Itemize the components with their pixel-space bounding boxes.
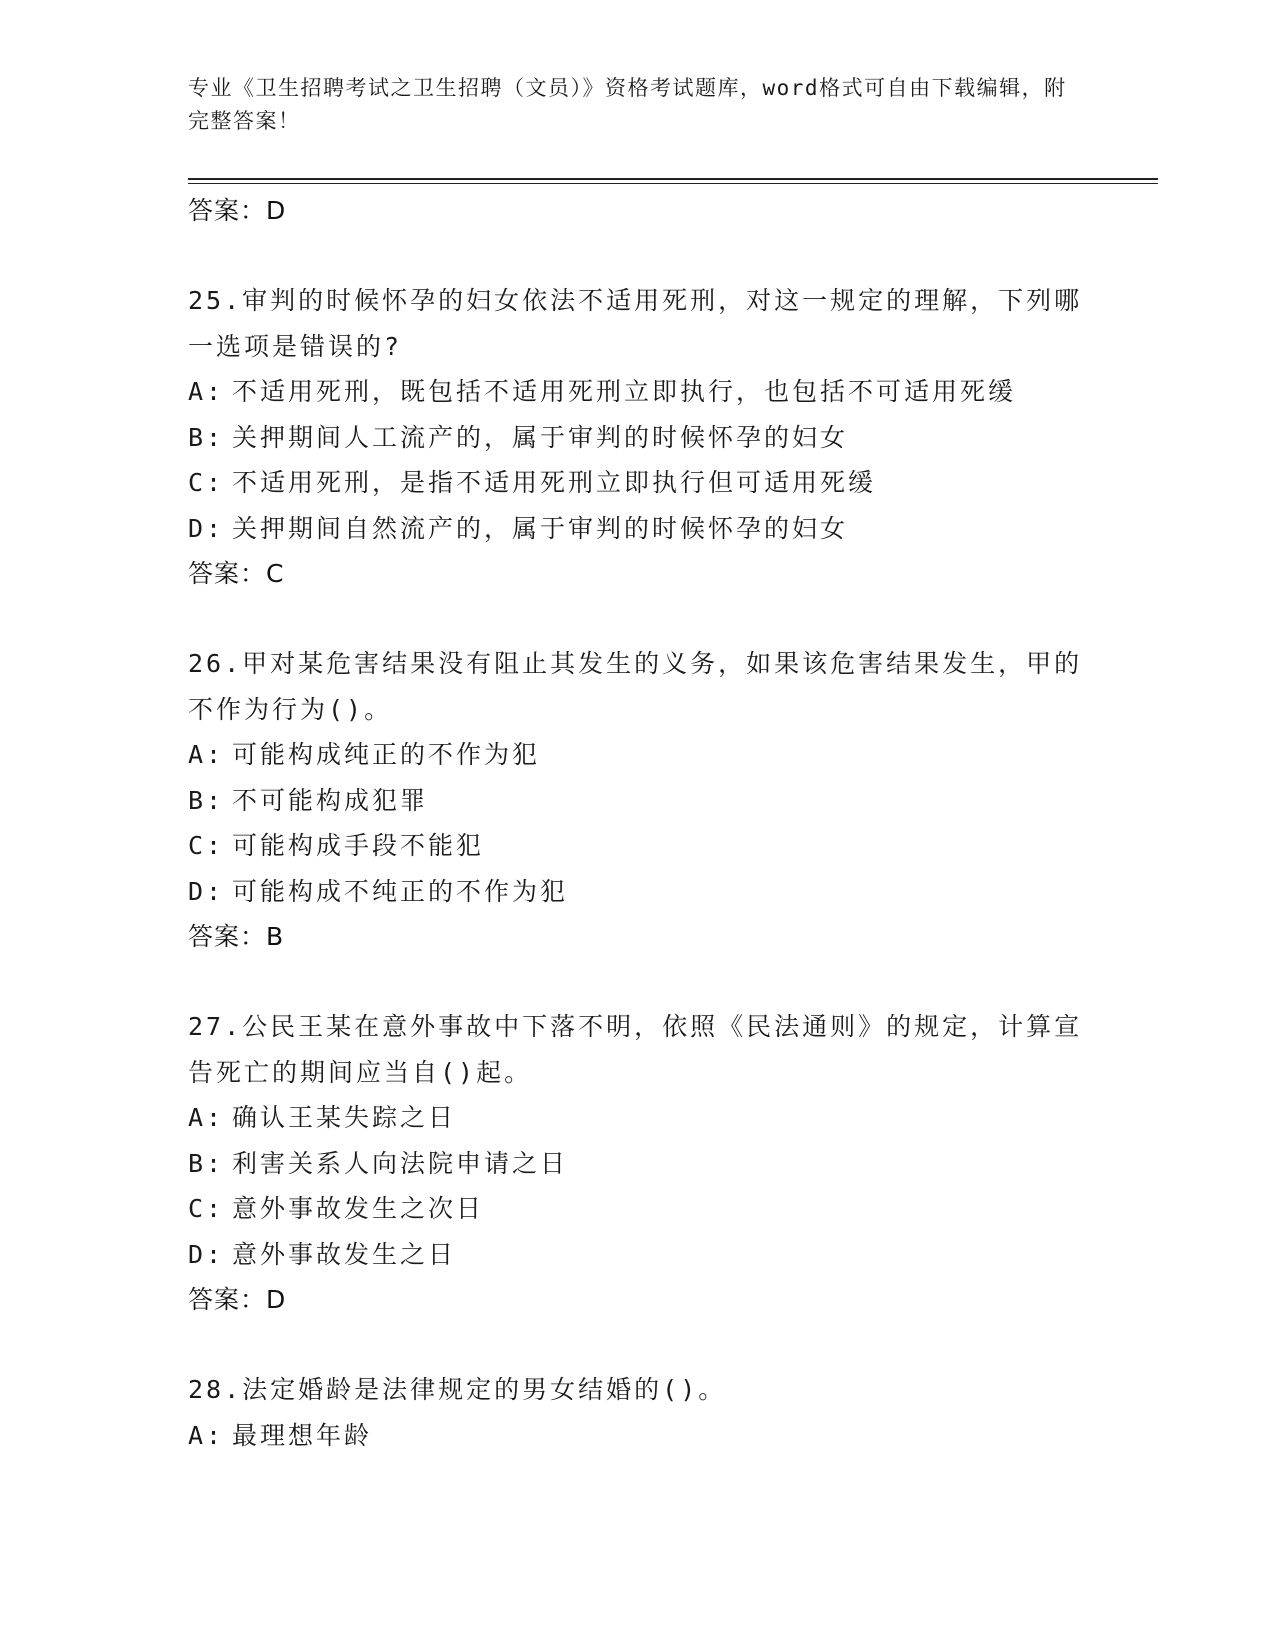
option-letter: D: xyxy=(188,876,225,906)
question-stem: 26.甲对某危害结果没有阻止其发生的义务，如果该危害结果发生，甲的不作为行为()。 xyxy=(188,649,1083,724)
option-c xyxy=(188,1186,1088,1232)
option-b xyxy=(188,1141,1088,1187)
option-a xyxy=(188,369,1088,415)
option-text: 意外事故发生之次日 xyxy=(232,1194,485,1223)
option-letter: A: xyxy=(188,1103,225,1132)
option-letter: A: xyxy=(188,1420,225,1450)
question-26 xyxy=(188,641,1088,914)
option-letter: B: xyxy=(188,1148,225,1178)
option-a xyxy=(188,732,1088,778)
option-text: 关押期间自然流产的，属于审判的时候怀孕的妇女 xyxy=(232,513,849,543)
option-letter: C: xyxy=(188,1194,225,1223)
option-text: 可能构成纯正的不作为犯 xyxy=(232,740,541,769)
option-text: 不适用死刑，既包括不适用死刑立即执行，也包括不可适用死缓 xyxy=(232,377,1017,406)
option-b xyxy=(188,778,1088,824)
option-c xyxy=(188,823,1088,869)
question-25 xyxy=(188,278,1088,551)
option-letter: A: xyxy=(188,377,225,406)
option-text: 可能构成手段不能犯 xyxy=(232,831,485,860)
answer-line: 答案：C xyxy=(188,559,285,588)
option-d xyxy=(188,506,1088,552)
block-gap xyxy=(188,233,1088,278)
option-c xyxy=(188,460,1088,506)
option-a xyxy=(188,1095,1088,1141)
option-letter: A: xyxy=(188,740,225,769)
option-d xyxy=(188,869,1088,915)
option-letter: C: xyxy=(188,468,225,497)
option-text: 确认王某失踪之日 xyxy=(232,1103,457,1132)
option-b xyxy=(188,415,1088,461)
option-text: 可能构成不纯正的不作为犯 xyxy=(232,876,569,906)
block-gap xyxy=(188,596,1088,641)
document-page xyxy=(188,0,1148,1650)
option-text: 不可能构成犯罪 xyxy=(232,785,429,815)
answer-line: 答案：D xyxy=(188,1285,287,1314)
option-a xyxy=(188,1413,1088,1459)
option-text: 关押期间人工流产的，属于审判的时候怀孕的妇女 xyxy=(232,422,849,452)
option-d xyxy=(188,1232,1088,1278)
block-gap xyxy=(188,959,1088,1004)
document-content xyxy=(188,188,1088,1458)
option-letter: B: xyxy=(188,422,225,452)
question-stem: 28.法定婚龄是法律规定的男女结婚的()。 xyxy=(188,1375,727,1404)
question-28 xyxy=(188,1367,1088,1458)
document-header-text: 专业《卫生招聘考试之卫生招聘（文员）》资格考试题库，word格式可自由下载编辑，附完整答案！ xyxy=(188,76,1067,133)
question-stem: 27.公民王某在意外事故中下落不明，依照《民法通则》的规定，计算宣告死亡的期间应当自()起。 xyxy=(188,1012,1083,1087)
option-letter: D: xyxy=(188,1239,225,1269)
option-text: 最理想年龄 xyxy=(232,1420,373,1450)
answer-line: 答案：B xyxy=(188,922,285,951)
option-letter: B: xyxy=(188,785,225,815)
block-gap xyxy=(188,1322,1088,1367)
option-letter: C: xyxy=(188,831,225,860)
header-double-rule xyxy=(188,178,1158,184)
question-stem: 25.审判的时候怀孕的妇女依法不适用死刑，对这一规定的理解，下列哪一选项是错误的? xyxy=(188,286,1083,361)
answer-line: 答案：D xyxy=(188,196,287,225)
option-text: 不适用死刑，是指不适用死刑立即执行但可适用死缓 xyxy=(232,468,877,497)
question-27 xyxy=(188,1004,1088,1277)
option-text: 意外事故发生之日 xyxy=(232,1239,457,1269)
option-letter: D: xyxy=(188,513,225,543)
option-text: 利害关系人向法院申请之日 xyxy=(232,1148,569,1178)
